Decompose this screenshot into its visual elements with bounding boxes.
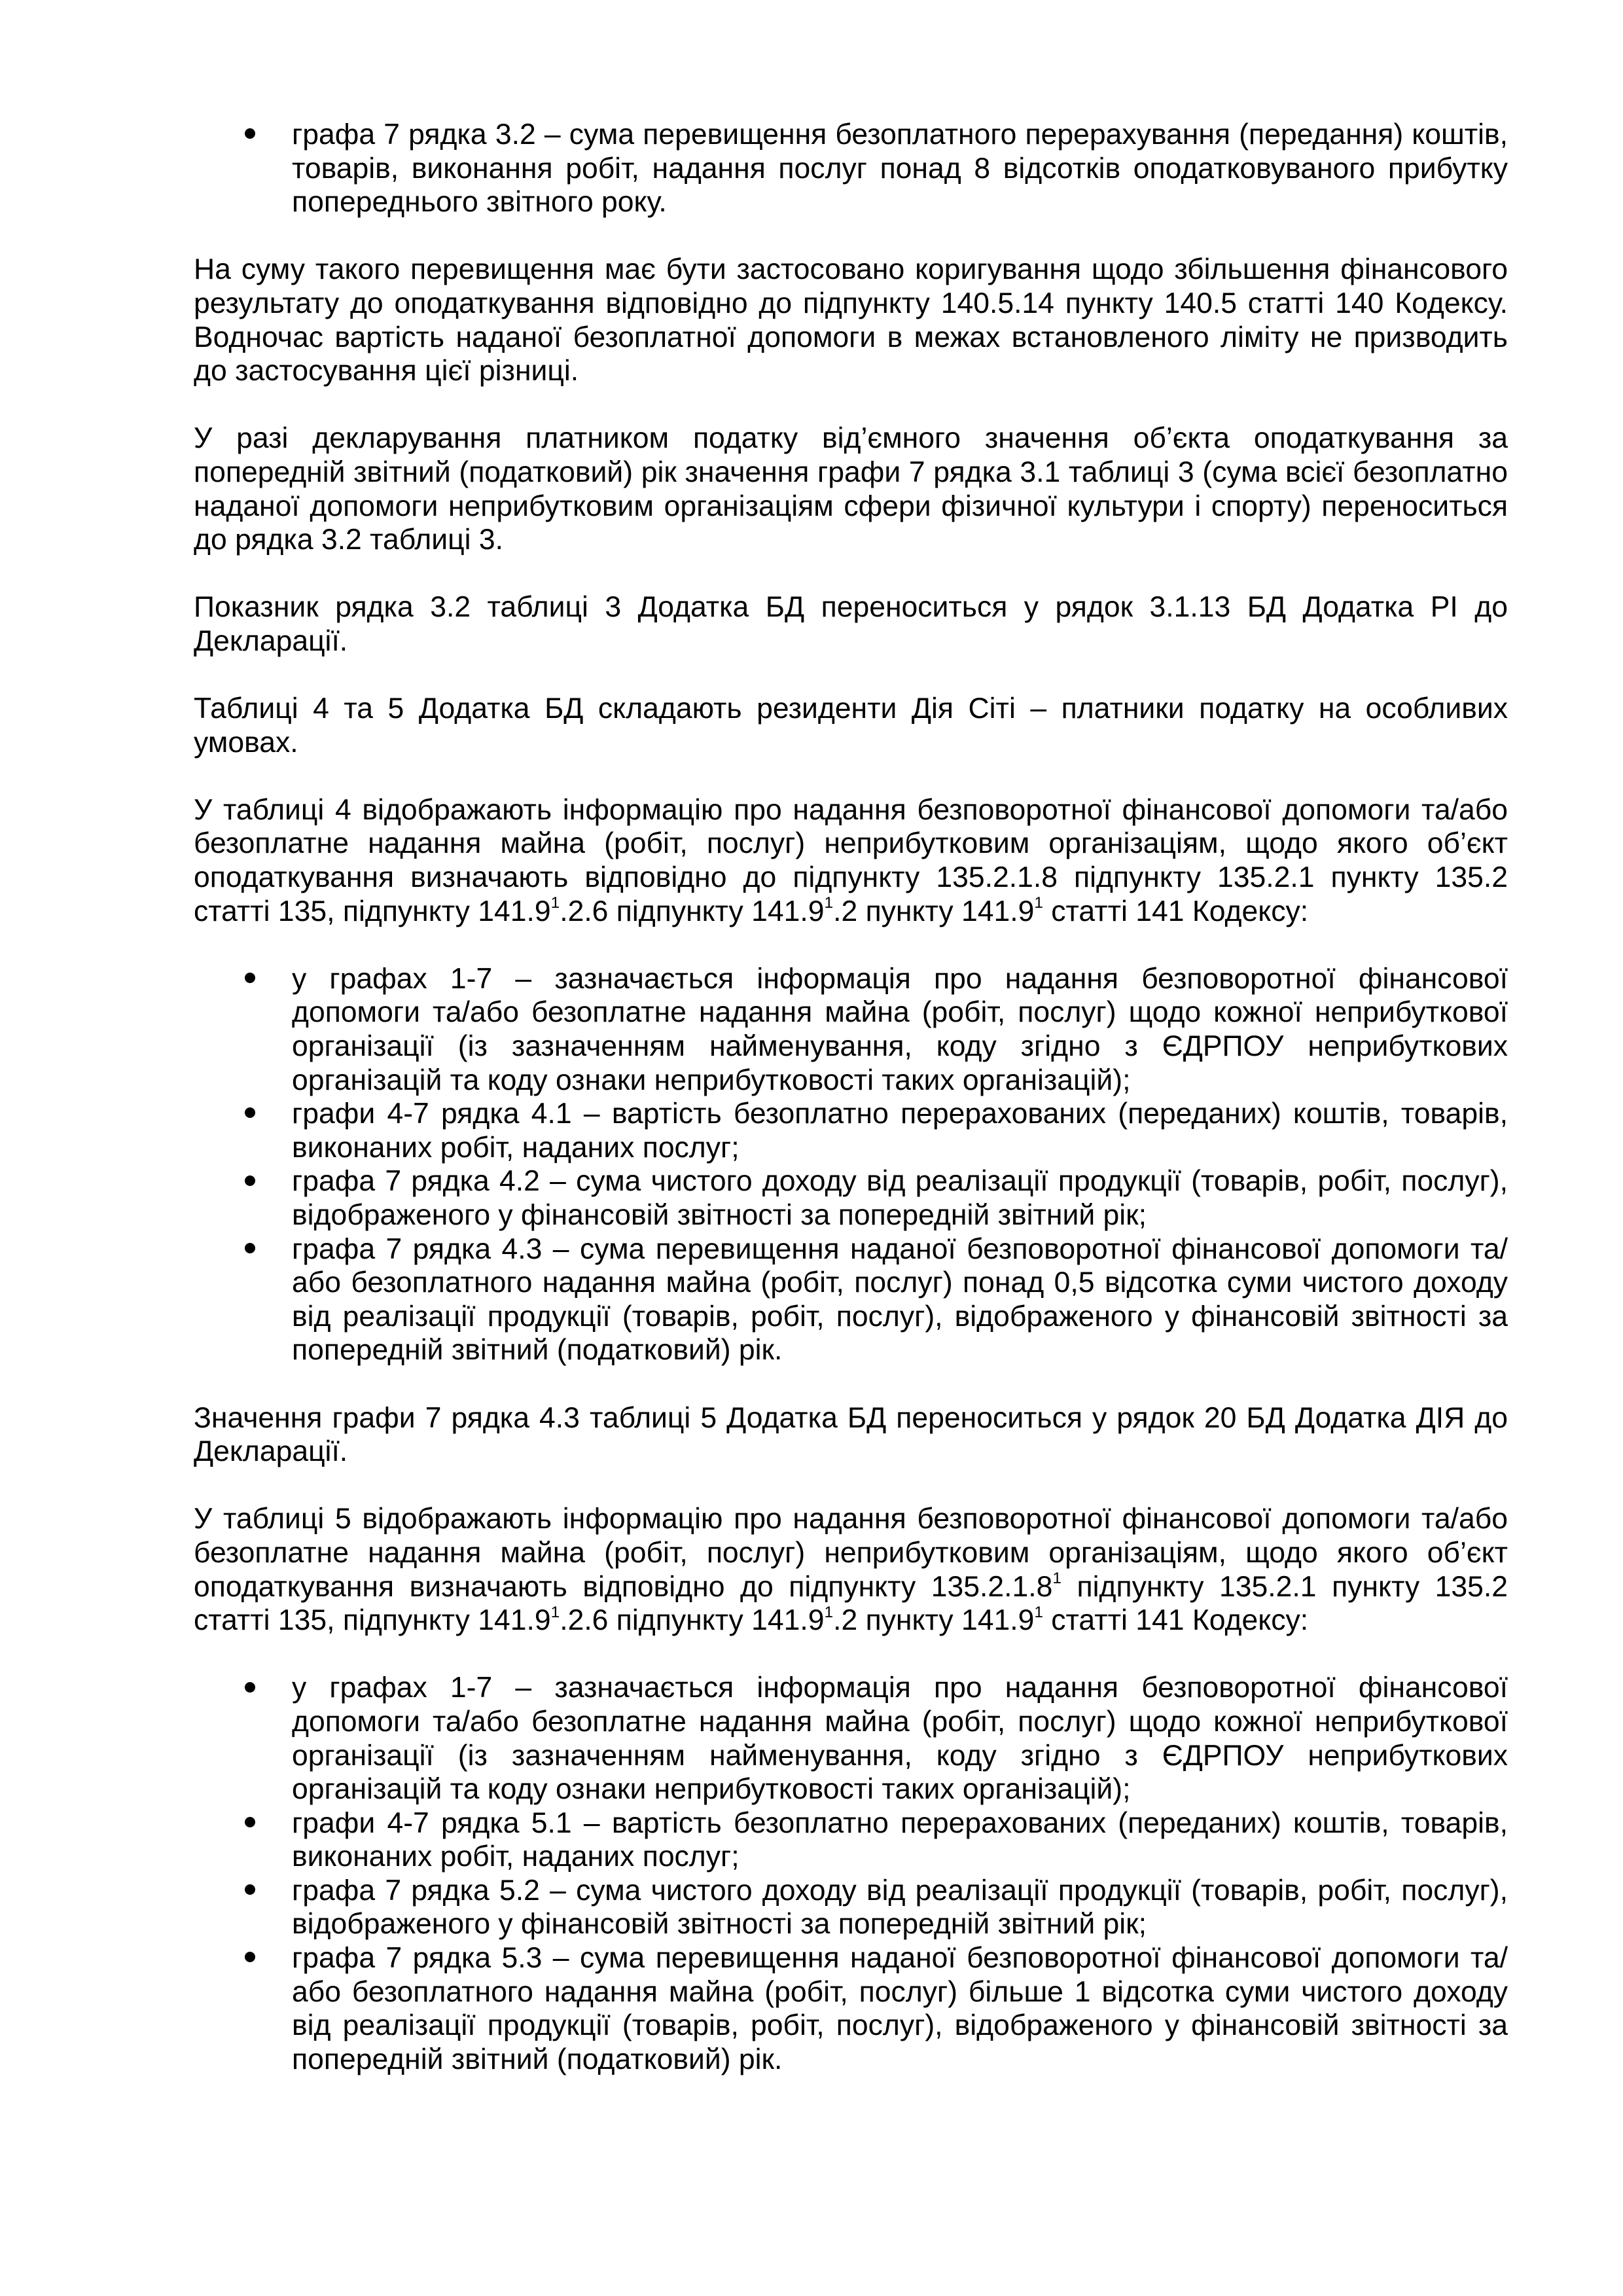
bullet-list-table4 bbox=[194, 962, 1508, 1367]
document-page bbox=[194, 118, 1508, 2110]
bullet-list-table3 bbox=[194, 118, 1508, 219]
bullet-icon bbox=[245, 1874, 264, 1908]
bullet-icon bbox=[245, 118, 264, 152]
bullet-icon bbox=[245, 1671, 264, 1705]
superscript: 1 bbox=[1034, 894, 1043, 912]
list-item bbox=[194, 1097, 1508, 1164]
superscript: 1 bbox=[550, 894, 560, 912]
paragraph-transfer-diia: Значення графи 7 рядка 4.3 таблиці 5 Додатка БД переноситься у рядок 20 БД Додатка ДІЯ до Декларації. bbox=[194, 1401, 1508, 1468]
list-item-text: графа 7 рядка 5.2 – сума чистого доходу від реалізації продукції (товарів, робіт, послуг), відображеного у фінансовій звітності за попередній звітний рік; bbox=[292, 1874, 1508, 1941]
paragraph-adjustment: На суму такого перевищення має бути застосовано коригування щодо збільшення фінансового результату до оподаткування відповідно до підпункту 140.5.14 пункту 140.5 статті 140 Кодексу. Водночас вартість наданої безоплатної допомоги в межах встановленого ліміту не призводить до застосування цієї різниці. bbox=[194, 253, 1508, 387]
list-item bbox=[194, 1941, 1508, 2076]
superscript: 1 bbox=[1052, 1570, 1061, 1588]
superscript: 1 bbox=[824, 1603, 834, 1621]
list-item-text: графи 4-7 рядка 4.1 – вартість безоплатно перерахованих (переданих) коштів, товарів, виконаних робіт, наданих послуг; bbox=[292, 1098, 1508, 1164]
bullet-icon bbox=[245, 1164, 264, 1198]
list-item-text: графи 4-7 рядка 5.1 – вартість безоплатно перерахованих (переданих) коштів, товарів, виконаних робіт, наданих послуг; bbox=[292, 1806, 1508, 1873]
list-item-text: графа 7 рядка 3.2 – сума перевищення безоплатного перерахування (передання) коштів, товарів, виконання робіт, надання послуг понад 8 відсотків оподатковуваного прибутку попереднього звітного року. bbox=[292, 118, 1508, 219]
superscript: 1 bbox=[1034, 1603, 1043, 1621]
paragraph-negative-value: У разі декларування платником податку від’ємного значення об’єкта оподаткування за попередній звітний (податковий) рік значення графи 7 рядка 3.1 таблиці 3 (сума всієї безоплатно наданої допомоги неприбутковим організаціям сфери фізичної культури і спорту) переноситься до рядка 3.2 таблиці 3. bbox=[194, 422, 1508, 556]
paragraph-table4-intro: У таблиці 4 відображають інформацію про надання безповоротної фінансової допомоги та/або безоплатне надання майна (робіт, послуг) неприбутковим організаціям, щодо якого об’єкт оподаткування визначають відповідно до підпункту 135.2.1.8 підпункту 135.2.1 пункту 135.2 статті 135, підпункту 141.9$^1$.2.6 підпункту 141.9$^1$.2 пункту 141.9$^1$ статті 141 Кодексу: bbox=[194, 793, 1508, 927]
bullet-icon bbox=[245, 962, 264, 996]
paragraph-table5-intro: У таблиці 5 відображають інформацію про надання безповоротної фінансової допомоги та/або безоплатне надання майна (робіт, послуг) неприбутковим організаціям, щодо якого об’єкт оподаткування визначають відповідно до підпункту 135.2.1.8$^1$ підпункту 135.2.1 пункту 135.2 статті 135, підпункту 141.9$^1$.2.6 підпункту 141.9$^1$.2 пункту 141.9$^1$ статті 141 Кодексу: bbox=[194, 1503, 1508, 1637]
list-item-text: графа 7 рядка 5.3 – сума перевищення наданої безповоротної фінансової допомоги та/або безоплатного надання майна (робіт, послуг) більше 1 відсотка суми чистого доходу від реалізації продукції (товарів, робіт, послуг), відображеного у фінансовій звітності за попередній звітний (податковий) рік. bbox=[292, 1942, 1508, 2075]
bullet-icon bbox=[245, 1806, 264, 1840]
list-item bbox=[194, 1232, 1508, 1367]
paragraph-diia-city: Таблиці 4 та 5 Додатка БД складають резиденти Дія Сіті – платники податку на особливих умовах. bbox=[194, 692, 1508, 759]
list-item-text: графа 7 рядка 4.3 – сума перевищення наданої безповоротної фінансової допомоги та/або безоплатного надання майна (робіт, послуг) понад 0,5 відсотка суми чистого доходу від реалізації продукції (товарів, робіт, послуг), відображеного у фінансовій звітності за попередній звітний (податковий) рік. bbox=[292, 1232, 1508, 1367]
list-item bbox=[194, 118, 1508, 219]
list-item-text: графа 7 рядка 4.2 – сума чистого доходу від реалізації продукції (товарів, робіт, послуг), відображеного у фінансовій звітності за попередній звітний рік; bbox=[292, 1165, 1508, 1231]
list-item-text: у графах 1-7 – зазначається інформація про надання безповоротної фінансової допомоги та/або безоплатне надання майна (робіт, послуг) щодо кожної неприбуткової організації (із зазначенням найменування, коду згідно з ЄДРПОУ неприбуткових організацій та коду ознаки неприбутковості таких організацій); bbox=[292, 1672, 1508, 1806]
list-item bbox=[194, 1874, 1508, 1941]
paragraph-transfer-ri: Показник рядка 3.2 таблиці 3 Додатка БД переноситься у рядок 3.1.13 БД Додатка РІ до Декларації. bbox=[194, 591, 1508, 657]
bullet-icon bbox=[245, 1097, 264, 1131]
list-item-text: у графах 1-7 – зазначається інформація про надання безповоротної фінансової допомоги та/або безоплатне надання майна (робіт, послуг) щодо кожної неприбуткової організації (із зазначенням найменування, коду згідно з ЄДРПОУ неприбуткових організацій та коду ознаки неприбутковості таких організацій); bbox=[292, 962, 1508, 1096]
list-item bbox=[194, 1806, 1508, 1874]
list-item bbox=[194, 962, 1508, 1097]
list-item bbox=[194, 1671, 1508, 1806]
list-item bbox=[194, 1164, 1508, 1232]
bullet-icon bbox=[245, 1941, 264, 1975]
superscript: 1 bbox=[824, 894, 834, 912]
superscript: 1 bbox=[550, 1603, 560, 1621]
bullet-icon bbox=[245, 1232, 264, 1266]
bullet-list-table5 bbox=[194, 1671, 1508, 2076]
